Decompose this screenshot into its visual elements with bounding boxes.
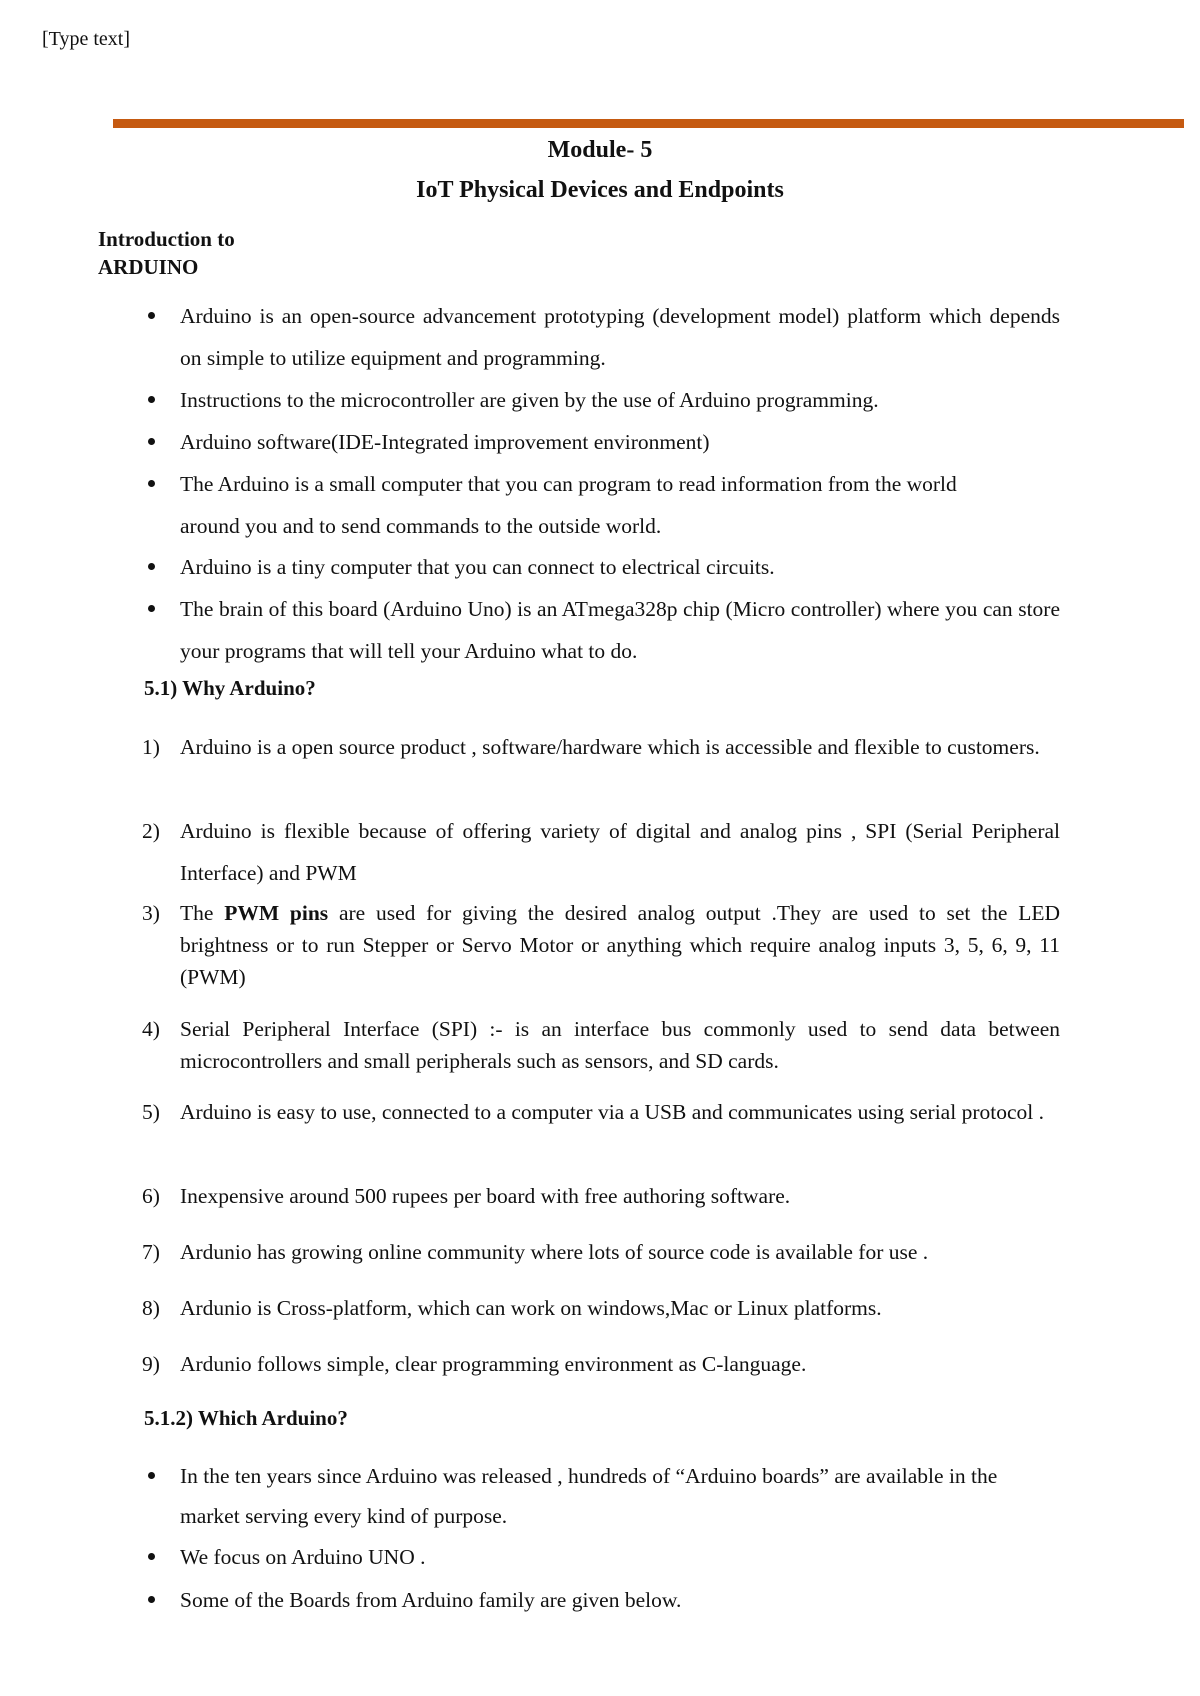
list-item-text: In the ten years since Arduino was released , hundreds of “Arduino boards” are available in the market serving every kind of purpose. [180,1464,998,1528]
list-item [142,1180,1060,1212]
list-number: 4) [142,1017,160,1041]
module-title: Module- 5 [547,137,653,163]
list-item-text: Arduino is a open source product , software/hardware which is accessible and flexible to customers. [180,735,1040,759]
list-item [142,1348,1060,1380]
bullet-icon [148,1472,155,1479]
list-item-text: The Arduino is a small computer that you can program to read information from the world around you and to send commands to the outside world. [180,472,957,538]
list-item [142,1236,1060,1268]
list-item-text: Instructions to the microcontroller are given by the use of Arduino programming. [180,388,879,412]
list-item [180,421,1060,463]
list-number: 3) [142,901,160,925]
list-item [180,588,1060,672]
intro-heading-line1: Introduction to [98,227,235,251]
list-item [180,546,1060,588]
module-subtitle: IoT Physical Devices and Endpoints [416,177,784,203]
header-placeholder: [Type text] [42,28,131,50]
intro-heading [98,225,298,281]
bullet-icon [148,312,155,319]
list-item [180,463,1015,547]
pwm-pins-emphasis: PWM pins [224,901,329,925]
list-item-text: Ardunio follows simple, clear programming environment as C-language. [180,1352,807,1376]
header-rule [113,119,1184,128]
bullet-icon [148,438,155,445]
list-item [180,1580,1060,1620]
intro-heading-line2: ARDUINO [98,255,199,279]
list-item-text: Arduino is an open-source advancement prototyping (development model) platform which depends on simple to utilize equipment and programming. [180,304,1060,370]
list-number: 9) [142,1352,160,1376]
list-number: 8) [142,1296,160,1320]
list-item-text: Some of the Boards from Arduino family are given below. [180,1588,682,1612]
bullet-icon [148,1596,155,1603]
which-arduino-heading: 5.1.2) Which Arduino? [144,1406,348,1430]
list-number: 7) [142,1240,160,1264]
list-number: 2) [142,819,160,843]
bullet-icon [148,480,155,487]
list-item-text: Ardunio has growing online community where lots of source code is available for use . [180,1240,929,1264]
list-item [142,1096,1060,1128]
list-item-text: Arduino software(IDE-Integrated improvement environment) [180,430,710,454]
list-item-text: Inexpensive around 500 rupees per board with free authoring software. [180,1184,791,1208]
list-item-text: Arduino is easy to use, connected to a computer via a USB and communicates using serial protocol . [180,1100,1044,1124]
list-item [142,1292,1060,1324]
list-number: 1) [142,735,160,759]
list-number: 6) [142,1184,160,1208]
list-item [180,1537,1060,1577]
why-arduino-heading: 5.1) Why Arduino? [144,676,316,700]
list-item [142,726,1060,768]
list-item-text: Arduino is flexible because of offering variety of digital and analog pins , SPI (Serial Peripheral Interface) and PWM [180,819,1060,885]
list-item [142,1013,1060,1077]
list-item-text: Serial Peripheral Interface (SPI) :- is an interface bus commonly used to send data between microcontrollers and small peripherals such as sensors, and SD cards. [180,1017,1060,1073]
list-item-text: Arduino is a tiny computer that you can connect to electrical circuits. [180,555,775,579]
list-item [180,295,1060,379]
list-item-text: We focus on Arduino UNO . [180,1545,426,1569]
list-item [142,810,1060,894]
bullet-icon [148,605,155,612]
list-item [180,1456,1060,1536]
bullet-icon [148,396,155,403]
bullet-icon [148,1553,155,1560]
list-item-text: The PWM pins are used for giving the desired analog output .They are used to set the LED brightness or to run Stepper or Servo Motor or anything which require analog inputs 3, 5, 6, 9, 11 (PWM) [180,901,1060,989]
list-item [180,379,1060,421]
bullet-icon [148,563,155,570]
list-item-text: The brain of this board (Arduino Uno) is an ATmega328p chip (Micro controller) where you can store your programs that will tell your Arduino what to do. [180,597,1060,663]
list-item-text: Ardunio is Cross-platform, which can work on windows,Mac or Linux platforms. [180,1296,882,1320]
list-number: 5) [142,1100,160,1124]
list-item [142,897,1060,993]
